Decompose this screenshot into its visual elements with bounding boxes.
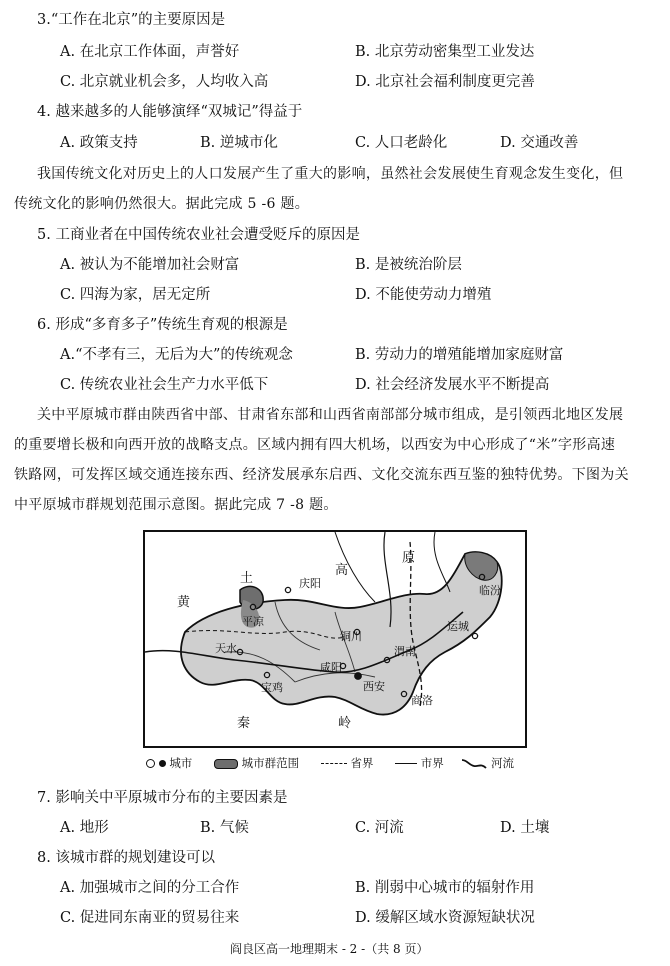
question-3-stem: 3.“工作在北京”的主要原因是	[37, 12, 226, 28]
question-8-option-a[interactable]: A. 加强城市之间的分工合作	[60, 880, 240, 896]
city-label-xian: 西安	[363, 680, 385, 693]
question-4-option-b[interactable]: B. 逆城市化	[200, 135, 278, 151]
passage-1-line-1: 我国传统文化对历史上的人口发展产生了重大的影响，虽然社会发展使生育观念发生变化，但	[37, 166, 624, 182]
question-6-option-d[interactable]: D. 社会经济发展水平不断提高	[355, 377, 550, 393]
legend-city-border-label: 市界	[420, 756, 444, 770]
legend-province-label: 省界	[350, 756, 374, 770]
city-label-yuncheng: 运城	[447, 620, 469, 633]
river-icon	[461, 757, 487, 771]
question-8-option-c[interactable]: C. 促进同东南亚的贸易往来	[60, 910, 240, 926]
legend-river-label: 河流	[491, 756, 515, 770]
question-8-stem: 8. 该城市群的规划建设可以	[37, 850, 215, 866]
passage-2-line-2: 的重要增长极和向西开放的战略支点。区域内拥有四大机场，以西安为中心形成了“米”字形高速	[14, 437, 616, 453]
city-label-xianyang: 咸阳	[320, 661, 342, 674]
page-footer: 阎良区高一地理期末 - 2 -（共 8 页）	[230, 942, 429, 956]
map-drawing	[145, 532, 527, 748]
city-label-linfen: 临汾	[479, 584, 501, 597]
map-region-label: 原	[402, 551, 416, 566]
passage-2-line-3: 铁路网，可发挥区域交通连接东西、经济发展承东启西、文化交流东西互鉴的独特优势。下图为关	[14, 467, 629, 483]
city-label-baoji: 宝鸡	[261, 681, 283, 694]
city-label-tongchuan: 铜川	[340, 630, 362, 643]
map-region-label: 岭	[338, 716, 352, 731]
question-6-option-b[interactable]: B. 劳动力的增殖能增加家庭财富	[355, 347, 564, 363]
question-5-stem: 5. 工商业者在中国传统农业社会遭受贬斥的原因是	[37, 227, 360, 243]
question-5-option-b[interactable]: B. 是被统治阶层	[355, 257, 462, 273]
question-4-option-c[interactable]: C. 人口老龄化	[355, 135, 448, 151]
passage-2-line-4: 中平原城市群规划范围示意图。据此完成 7 -8 题。	[14, 497, 338, 513]
city-label-weinan: 渭南	[394, 645, 416, 658]
passage-1-line-2: 传统文化的影响仍然很大。据此完成 5 -6 题。	[14, 196, 310, 212]
map-region-label: 黄	[177, 595, 191, 610]
city-border-icon	[395, 763, 417, 764]
question-8-option-b[interactable]: B. 削弱中心城市的辐射作用	[355, 880, 535, 896]
passage-2-line-1: 关中平原城市群由陕西省中部、甘肃省东部和山西省南部部分城市组成，是引领西北地区发展	[37, 407, 624, 423]
question-6-option-c[interactable]: C. 传统农业社会生产力水平低下	[60, 377, 269, 393]
map-region-label: 高	[335, 563, 349, 578]
question-7-option-a[interactable]: A. 地形	[60, 820, 109, 836]
legend-range-label: 城市群范围	[241, 756, 300, 770]
question-3-option-a[interactable]: A. 在北京工作体面，声誉好	[60, 44, 240, 60]
question-4-option-d[interactable]: D. 交通改善	[500, 135, 579, 151]
legend-city-label: 城市	[169, 756, 193, 770]
question-6-option-a[interactable]: A.“不孝有三，无后为大”的传统观念	[60, 347, 293, 363]
question-7-stem: 7. 影响关中平原城市分布的主要因素是	[37, 790, 288, 806]
map-region-label: 秦	[237, 716, 251, 731]
question-5-option-c[interactable]: C. 四海为家，居无定所	[60, 287, 211, 303]
question-3-option-b[interactable]: B. 北京劳动密集型工业发达	[355, 44, 535, 60]
legend	[146, 755, 514, 771]
city-label-shangluo: 商洛	[411, 694, 433, 707]
question-7-option-c[interactable]: C. 河流	[355, 820, 404, 836]
map-region-label: 土	[240, 571, 254, 586]
question-7-option-d[interactable]: D. 土壤	[500, 820, 550, 836]
question-4-option-a[interactable]: A. 政策支持	[60, 135, 138, 151]
question-6-stem: 6. 形成“多育多子”传统生育观的根源是	[37, 317, 288, 333]
city-marker	[472, 633, 477, 638]
city-cluster-map	[143, 530, 527, 748]
question-8-option-d[interactable]: D. 缓解区域水资源短缺状况	[355, 910, 535, 926]
city-marker-center	[355, 673, 362, 680]
question-7-option-b[interactable]: B. 气候	[200, 820, 249, 836]
question-4-stem: 4. 越来越多的人能够演绎“双城记”得益于	[37, 104, 303, 120]
question-5-option-d[interactable]: D. 不能使劳动力增殖	[355, 287, 492, 303]
city-center-icon	[159, 760, 166, 767]
question-5-option-a[interactable]: A. 被认为不能增加社会财富	[60, 257, 240, 273]
range-swatch-icon	[214, 759, 238, 769]
city-label-qingyang: 庆阳	[299, 577, 321, 590]
city-marker	[285, 587, 290, 592]
city-label-tianshui: 天水	[215, 642, 237, 655]
province-border-icon	[321, 763, 347, 764]
question-3-option-d[interactable]: D. 北京社会福利制度更完善	[355, 74, 535, 90]
city-dot-icon	[146, 759, 155, 768]
city-label-pingliang: 平凉	[242, 615, 264, 628]
question-3-option-c[interactable]: C. 北京就业机会多，人均收入高	[60, 74, 269, 90]
